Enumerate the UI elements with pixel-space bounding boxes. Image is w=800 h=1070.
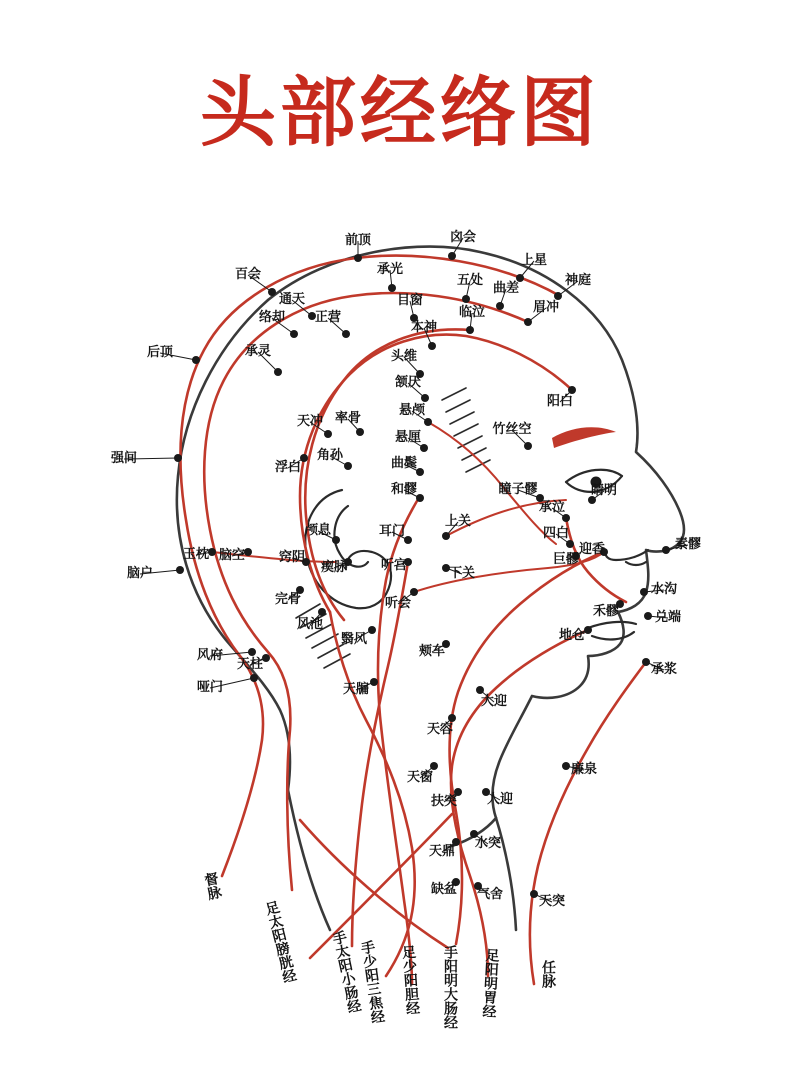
acupoint-label[interactable]: 地仓: [558, 628, 586, 644]
line-bladder: [204, 293, 528, 890]
acupoint-dot[interactable]: [416, 494, 424, 502]
acupoint-dot[interactable]: [430, 762, 438, 770]
acupoint-dot[interactable]: [448, 252, 456, 260]
acupoint-label[interactable]: 水突: [474, 836, 502, 852]
acupoint-dot[interactable]: [466, 326, 474, 334]
acupoint-dot[interactable]: [421, 394, 429, 402]
acupoint-label[interactable]: 听会: [384, 596, 412, 612]
acupoint-label[interactable]: 风池: [296, 617, 324, 633]
meridian-name-label[interactable]: 手少阳三焦经: [358, 939, 386, 1025]
acupoint-label[interactable]: 目窗: [396, 293, 424, 309]
acupoint-dot[interactable]: [318, 608, 326, 616]
acupoint-label[interactable]: 人迎: [486, 792, 514, 808]
acupoint-label[interactable]: 率骨: [334, 411, 362, 427]
acupoint-label[interactable]: 正营: [314, 310, 342, 326]
acupoint-label[interactable]: 哑门: [196, 680, 224, 696]
meridian-name-label[interactable]: 手太阳小肠经: [329, 929, 363, 1015]
acupoint-dot[interactable]: [342, 330, 350, 338]
acupoint-label[interactable]: 脑户: [126, 566, 154, 582]
meridian-name-label[interactable]: 督脉: [201, 870, 223, 902]
head-meridian-diagram: [0, 200, 800, 1070]
acupoint-label[interactable]: 前顶: [344, 233, 372, 249]
acupoint-dot[interactable]: [524, 318, 532, 326]
acupoint-dot[interactable]: [248, 648, 256, 656]
acupoint-label[interactable]: 窍阴: [278, 550, 306, 566]
acupoint-dot[interactable]: [566, 540, 574, 548]
acupoint-label[interactable]: 百会: [234, 267, 262, 283]
line-neck-crossing-a: [300, 820, 448, 948]
acupoint-label[interactable]: 神庭: [564, 273, 592, 289]
acupoint-label[interactable]: 阳白: [546, 394, 574, 410]
meridian-name-label[interactable]: 手阳明大肠经: [442, 945, 458, 1029]
acupoint-label[interactable]: 承泣: [538, 500, 566, 516]
acupoint-dot[interactable]: [410, 588, 418, 596]
acupoint-dot[interactable]: [300, 454, 308, 462]
acupoint-label[interactable]: 悬厘: [394, 430, 422, 446]
acupoint-dot[interactable]: [176, 566, 184, 574]
acupoint-label[interactable]: 颔厌: [394, 375, 422, 391]
acupoint-label[interactable]: 缺盆: [430, 882, 458, 898]
nostril: [626, 562, 646, 565]
acupoint-label[interactable]: 强间: [110, 451, 138, 467]
acupoint-label[interactable]: 通天: [278, 292, 306, 308]
ear-inner: [334, 506, 368, 567]
acupoint-dot[interactable]: [524, 442, 532, 450]
temple-hatching: [442, 388, 490, 472]
acupoint-dot[interactable]: [332, 536, 340, 544]
acupoint-label[interactable]: 天鼎: [428, 844, 456, 860]
acupoint-dot[interactable]: [562, 762, 570, 770]
acupoint-label[interactable]: 五处: [456, 273, 484, 289]
acupoint-label[interactable]: 瘈脉: [320, 560, 348, 576]
acupoint-label[interactable]: 天冲: [296, 414, 324, 430]
acupoint-label[interactable]: 囟会: [449, 230, 477, 246]
acupoint-label[interactable]: 曲差: [492, 281, 520, 297]
acupoint-dot[interactable]: [476, 686, 484, 694]
acupoint-dot[interactable]: [368, 626, 376, 634]
acupoint-dot[interactable]: [324, 430, 332, 438]
acupoint-dot[interactable]: [568, 386, 576, 394]
acupoint-label[interactable]: 角孙: [316, 448, 344, 464]
acupoint-dot[interactable]: [442, 532, 450, 540]
acupoint-label[interactable]: 睛明: [590, 483, 618, 499]
line-du-mai: [180, 253, 560, 876]
acupoint-label[interactable]: 素髎: [674, 537, 702, 553]
acupoint-dot[interactable]: [268, 288, 276, 296]
meridian-lines-group: [180, 253, 646, 984]
line-gallbladder-lower: [330, 612, 415, 976]
acupoint-label[interactable]: 四白: [542, 526, 570, 542]
mouth-line: [588, 622, 636, 628]
acupoint-label[interactable]: 浮白: [274, 460, 302, 476]
acupoint-label[interactable]: 承灵: [244, 344, 272, 360]
eyebrow: [552, 427, 616, 448]
acupoint-label[interactable]: 悬颅: [398, 403, 426, 419]
acupoint-label[interactable]: 络却: [258, 310, 286, 326]
acupoint-label[interactable]: 翳风: [340, 632, 368, 648]
acupoint-dot[interactable]: [584, 626, 592, 634]
acupoint-label[interactable]: 禾髎: [592, 604, 620, 620]
nose-line: [605, 550, 648, 560]
acupoint-dot[interactable]: [662, 546, 670, 554]
acupoint-label[interactable]: 天突: [538, 894, 566, 910]
meridian-name-label[interactable]: 足少阳胆经: [399, 944, 421, 1016]
acupoint-label[interactable]: 廉泉: [570, 762, 598, 778]
acupoint-dot[interactable]: [562, 514, 570, 522]
line-ren-mai: [530, 662, 646, 984]
acupoint-label[interactable]: 天柱: [236, 657, 264, 673]
acupoint-dot[interactable]: [356, 428, 364, 436]
acupoint-label[interactable]: 玉枕: [182, 547, 210, 563]
acupoint-dot[interactable]: [174, 454, 182, 462]
acupoint-dot[interactable]: [428, 342, 436, 350]
acupoint-label[interactable]: 兑端: [654, 610, 682, 626]
acupoint-dot[interactable]: [462, 295, 470, 303]
acupoint-dot[interactable]: [416, 468, 424, 476]
line-stomach-jaw: [451, 630, 588, 976]
acupoint-dot[interactable]: [404, 536, 412, 544]
acupoint-label[interactable]: 后顶: [146, 345, 174, 361]
acupoint-label[interactable]: 巨髎: [552, 552, 580, 568]
acupoint-dot[interactable]: [644, 612, 652, 620]
meridian-name-label[interactable]: 足太阳膀胱经: [262, 899, 298, 985]
acupoint-label[interactable]: 眉冲: [532, 300, 560, 316]
acupoint-label[interactable]: 颅息: [304, 523, 332, 539]
acupoint-label[interactable]: 耳门: [378, 524, 406, 540]
acupoint-label[interactable]: 气舍: [476, 887, 504, 903]
acupoint-dot[interactable]: [344, 462, 352, 470]
acupoint-label[interactable]: 曲鬓: [390, 456, 418, 472]
acupoint-label[interactable]: 天容: [426, 722, 454, 738]
acupoint-label[interactable]: 承浆: [650, 662, 678, 678]
acupoint-dot[interactable]: [496, 302, 504, 310]
page-title: 头部经络图: [200, 68, 600, 157]
acupoint-label[interactable]: 承光: [376, 262, 404, 278]
acupoint-label[interactable]: 本神: [410, 320, 438, 336]
acupoint-label[interactable]: 迎香: [578, 542, 606, 558]
acupoint-label[interactable]: 水沟: [650, 582, 678, 598]
acupoint-label[interactable]: 大迎: [480, 694, 508, 710]
acupoint-dot[interactable]: [244, 548, 252, 556]
acupoint-dot[interactable]: [640, 588, 648, 596]
acupoint-dot[interactable]: [274, 368, 282, 376]
acupoint-dot[interactable]: [448, 714, 456, 722]
acupoint-dot[interactable]: [420, 444, 428, 452]
meridian-name-label[interactable]: 任脉: [540, 960, 556, 988]
acupoint-dot[interactable]: [388, 284, 396, 292]
acupoint-dot[interactable]: [370, 678, 378, 686]
acupoint-label[interactable]: 听宫: [380, 558, 408, 574]
acupoint-label[interactable]: 和髎: [390, 482, 418, 498]
acupoint-label[interactable]: 下关: [448, 566, 476, 582]
acupoint-dot[interactable]: [208, 548, 216, 556]
acupoint-dot[interactable]: [424, 418, 432, 426]
face-features-group: [296, 388, 648, 668]
acupoint-label[interactable]: 脑空: [218, 548, 246, 564]
acupoint-label[interactable]: 扶突: [430, 794, 458, 810]
acupoint-dot[interactable]: [250, 674, 258, 682]
diagram-svg: [0, 200, 800, 1070]
acupoint-dot[interactable]: [530, 890, 538, 898]
acupoint-label[interactable]: 临泣: [458, 305, 486, 321]
acupoint-dot[interactable]: [354, 254, 362, 262]
acupoint-label[interactable]: 天窗: [406, 770, 434, 786]
acupoint-dot[interactable]: [290, 330, 298, 338]
acupoint-label[interactable]: 竹丝空: [492, 422, 532, 438]
lower-lip: [592, 632, 634, 639]
acupoint-label[interactable]: 风府: [196, 648, 224, 664]
acupoint-label[interactable]: 头维: [390, 349, 418, 365]
acupoint-dot[interactable]: [554, 292, 562, 300]
meridian-name-label[interactable]: 足阳明胃经: [480, 947, 500, 1019]
acupoint-dot[interactable]: [192, 356, 200, 364]
acupoint-label[interactable]: 瞳子髎: [498, 482, 538, 498]
acupoint-label[interactable]: 上星: [520, 253, 548, 269]
acupoint-label[interactable]: 颊车: [418, 644, 446, 660]
acupoint-dot[interactable]: [642, 658, 650, 666]
acupoint-dot[interactable]: [262, 654, 270, 662]
acupoint-label[interactable]: 天牖: [342, 682, 370, 698]
acupoint-label[interactable]: 完骨: [274, 592, 302, 608]
acupoint-label[interactable]: 上关: [444, 514, 472, 530]
